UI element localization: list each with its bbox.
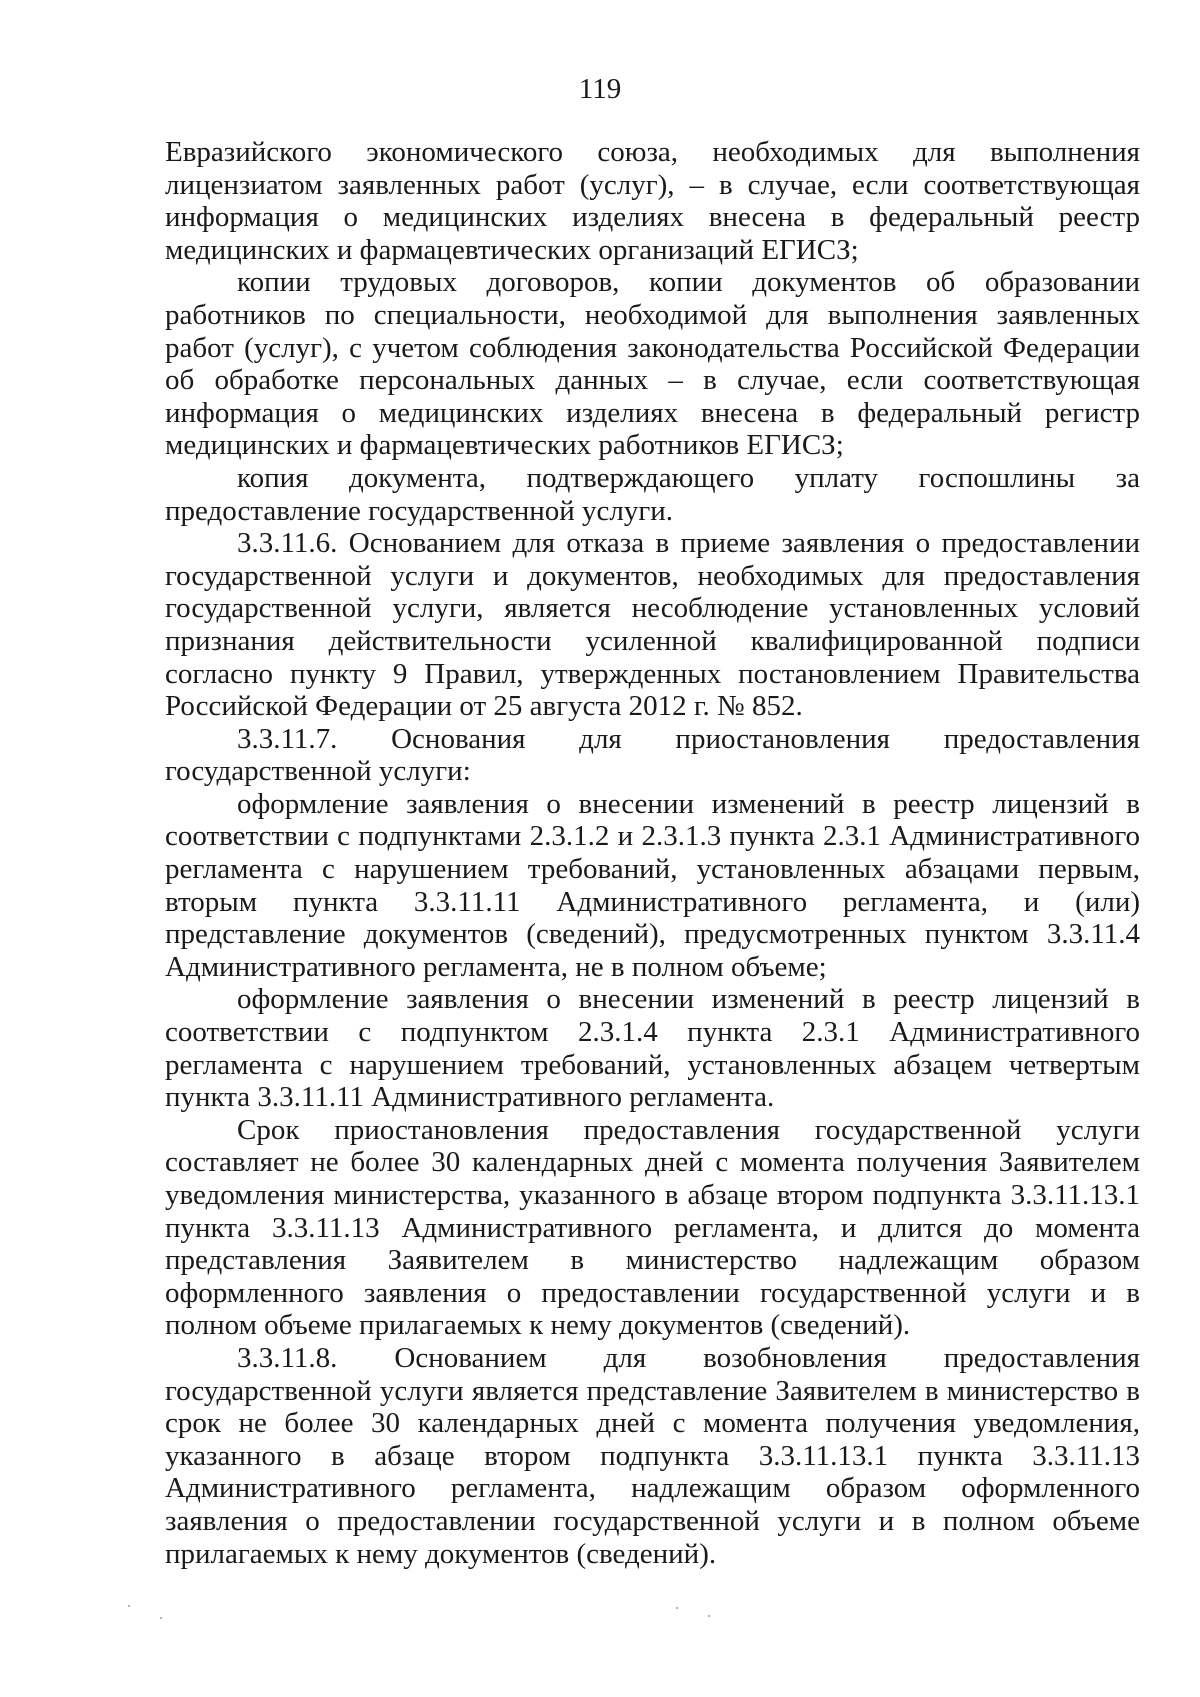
paragraph-suspension-ground-1: оформление заявления о внесении изменений в реестр лицензий в соответствии с подпунктами 2.3.1.2 и 2.3.1.3 пункта 2.3.1 Административного регламента с нарушением требований, установленных абзацами первым, вторым пункта 3.3.11.11 Административного регламента, и (или) представление документов (сведений), предусмотренных пунктом 3.3.11.4 Административного регламента, не в полном объеме;	[165, 787, 1140, 983]
scan-speck	[676, 1607, 678, 1609]
paragraph-state-fee: копия документа, подтверждающего уплату госпошлины за предоставление государственной услуги.	[165, 461, 1140, 527]
paragraph-3-3-11-7: 3.3.11.7. Основания для приостановления предоставления государственной услуги:	[165, 722, 1140, 788]
scan-artifacts	[0, 1605, 1200, 1625]
scan-speck	[708, 1615, 710, 1617]
paragraph-3-3-11-6: 3.3.11.6. Основанием для отказа в приеме заявления о предоставлении государственной услуги и документов, необходимых для предоставления государственной услуги, является несоблюдение установленных условий признания действительности усиленной квалифицированной подписи согласно пункту 9 Правил, утвержденных постановлением Правительства Российской Федерации от 25 августа 2012 г. № 852.	[165, 527, 1140, 723]
paragraph-continuation: Евразийского экономического союза, необходимых для выполнения лицензиатом заявленных работ (услуг), – в случае, если соответствующая информация о медицинских изделиях внесена в федеральный реестр медицинских и фармацевтических организаций ЕГИСЗ;	[165, 136, 1140, 266]
document-body	[165, 136, 1140, 1570]
scan-speck	[128, 1605, 130, 1607]
paragraph-employment-contracts: копии трудовых договоров, копии документов об образовании работников по специальности, необходимой для выполнения заявленных работ (услуг), с учетом соблюдения законодательства Российской Федерации об обработке персональных данных – в случае, если соответствующая информация о медицинских изделиях внесена в федеральный регистр медицинских и фармацевтических работников ЕГИСЗ;	[165, 266, 1140, 462]
paragraph-suspension-ground-2: оформление заявления о внесении изменений в реестр лицензий в соответствии с подпунктом 2.3.1.4 пункта 2.3.1 Административного регламента с нарушением требований, установленных абзацем четвертым пункта 3.3.11.11 Административного регламента.	[165, 983, 1140, 1114]
paragraph-suspension-term: Срок приостановления предоставления государственной услуги составляет не более 30 календарных дней с момента получения Заявителем уведомления министерства, указанного в абзаце втором подпункта 3.3.11.13.1 пункта 3.3.11.13 Административного регламента, и длится до момента представления Заявителем в министерство надлежащим образом оформленного заявления о предоставлении государственной услуги и в полном объеме прилагаемых к нему документов (сведений).	[165, 1113, 1140, 1342]
scan-speck	[160, 1617, 162, 1619]
paragraph-3-3-11-8: 3.3.11.8. Основанием для возобновления предоставления государственной услуги является представление Заявителем в министерство в срок не более 30 календарных дней с момента получения уведомления, указанного в абзаце втором подпункта 3.3.11.13.1 пункта 3.3.11.13 Административного регламента, надлежащим образом оформленного заявления о предоставлении государственной услуги и в полном объеме прилагаемых к нему документов (сведений).	[165, 1341, 1140, 1570]
page-number: 119	[578, 73, 622, 105]
